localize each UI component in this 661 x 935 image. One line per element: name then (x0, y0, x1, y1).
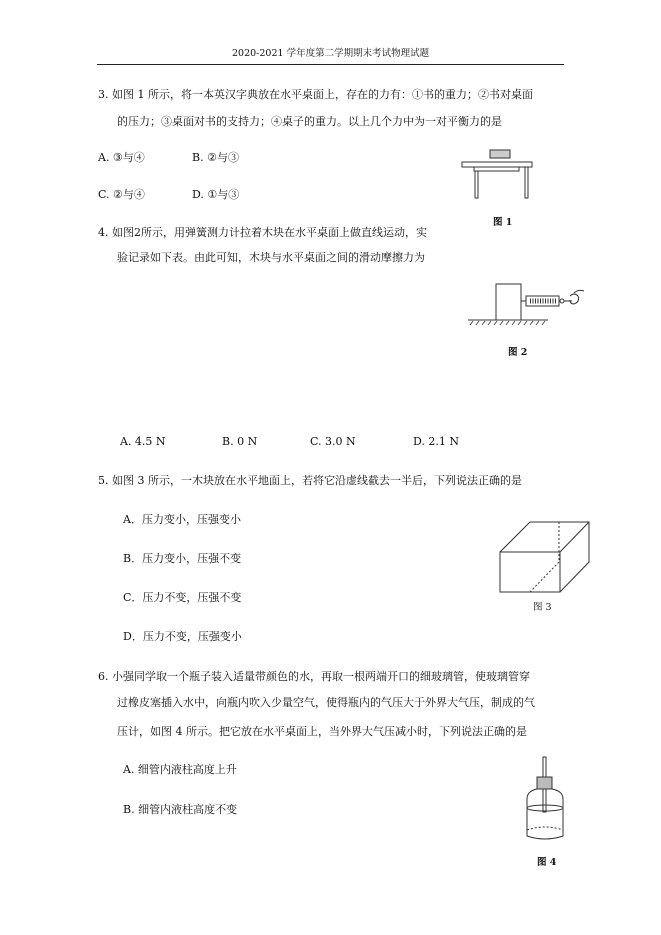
q3-text-2: 的压力；③桌面对书的支持力；④桌子的重力。以上几个力中为一对平衡力的是 (117, 115, 502, 128)
q6-text-3: 压计，如图 4 所示。把它放在水平桌面上，当外界大气压减小时，下列说法正确的是 (117, 725, 527, 738)
q3-option-c: C. ②与④ (98, 188, 145, 201)
q3-option-d: D. ①与③ (192, 188, 240, 201)
figure-3-wooden-block (499, 504, 591, 594)
q4-option-d: D. 2.1 N (413, 435, 460, 448)
q3-option-b: B. ②与③ (192, 151, 239, 164)
q4-text-1: 4. 如图2所示，用弹簧测力计拉着木块在水平桌面上做直线运动，实 (98, 226, 427, 239)
q4-text-2: 验记录如下表。由此可知，木块与水平桌面之间的滑动摩擦力为 (117, 251, 425, 264)
figure-4-bottle-barometer (526, 756, 566, 842)
q4-option-a: A. 4.5 N (120, 435, 166, 448)
q5-option-c: C．压力不变，压强不变 (123, 591, 242, 604)
q6-option-b: B. 细管内液柱高度不变 (123, 803, 238, 816)
q4-option-b: B. 0 N (222, 435, 258, 448)
figure-1-table-with-book (460, 150, 534, 200)
q6-text-2: 过橡皮塞插入水中，向瓶内吹入少量空气，使得瓶内的气压大于外界大气压，制成的气 (117, 696, 535, 709)
q5-text-1: 5. 如图 3 所示，一木块放在水平地面上，若将它沿虚线截去一半后，下列说法正确的是 (98, 474, 522, 487)
q6-option-a: A. 细管内液柱高度上升 (123, 763, 237, 776)
q5-option-b: B．压力变小，压强不变 (123, 552, 242, 565)
figure-2-caption: 图 2 (508, 347, 528, 358)
q4-option-c: C. 3.0 N (310, 435, 356, 448)
figure-1-caption: 图 1 (493, 217, 513, 228)
figure-4-caption: 图 4 (537, 857, 557, 868)
q3-option-a: A. ③与④ (98, 151, 145, 164)
q5-option-a: A．压力变小，压强变小 (123, 513, 241, 526)
figure-3-caption: 图 3 (533, 602, 552, 613)
q5-option-d: D．压力不变，压强变小 (123, 630, 242, 643)
header-rule (97, 64, 564, 65)
figure-2-block-spring-scale (468, 284, 598, 326)
q3-text-1: 3. 如图 1 所示，将一本英汉字典放在水平桌面上，存在的力有：①书的重力；②书对桌面 (98, 88, 533, 101)
q6-text-1: 6. 小强同学取一个瓶子装入适量带颜色的水，再取一根两端开口的细玻璃管，使玻璃管穿 (98, 670, 530, 683)
page-header: 2020-2021 学年度第二学期期末考试物理试题 (232, 48, 430, 59)
